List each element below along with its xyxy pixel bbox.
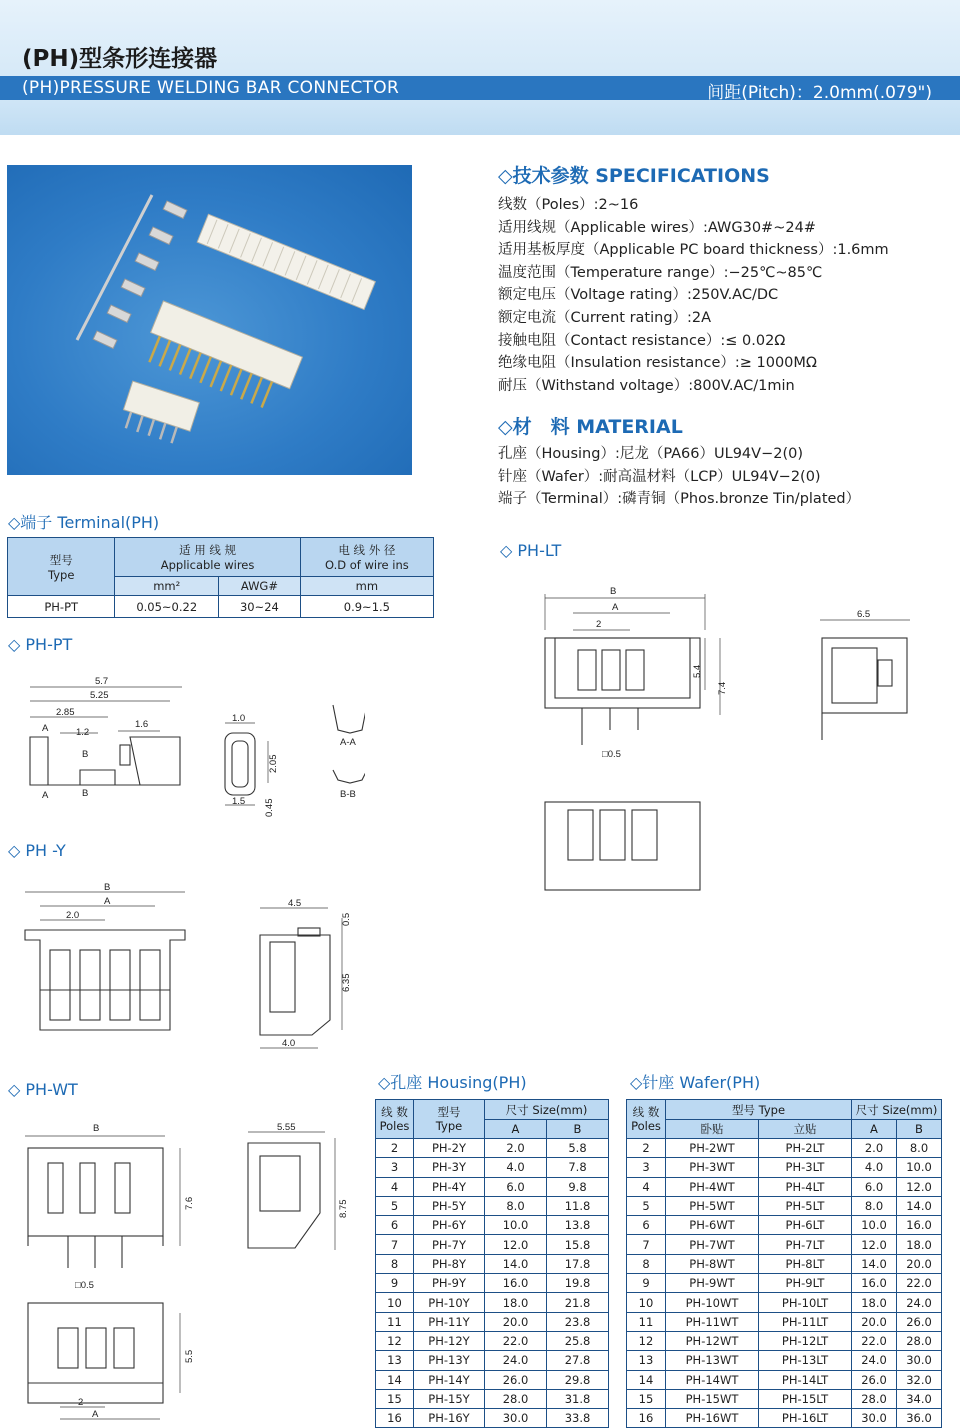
- terminal-table: [7, 537, 434, 618]
- wafer-cell-lt: PH-14LT: [759, 1370, 852, 1389]
- wafer-row: [627, 1331, 942, 1350]
- housing-row: [376, 1293, 609, 1312]
- housing-cell-type: PH-7Y: [414, 1235, 485, 1254]
- wt-dim-a: A: [92, 1409, 99, 1420]
- terminal-cell-type: PH-PT: [8, 596, 115, 618]
- wafer-cell-b: 24.0: [896, 1293, 941, 1312]
- housing-cell-b: 5.8: [546, 1139, 608, 1158]
- wafer-cell-wt: PH-15WT: [666, 1389, 759, 1408]
- wafer-cell-lt: PH-6LT: [759, 1216, 852, 1235]
- housing-cell-poles: 2: [376, 1139, 414, 1158]
- lt-dim-54: 5.4: [692, 664, 703, 678]
- page-subtitle: (PH)PRESSURE WELDING BAR CONNECTOR: [22, 78, 400, 98]
- wafer-cell-lt: PH-3LT: [759, 1158, 852, 1177]
- housing-cell-poles: 5: [376, 1196, 414, 1215]
- wafer-cell-poles: 8: [627, 1254, 666, 1273]
- housing-cell-type: PH-8Y: [414, 1254, 485, 1273]
- wafer-h-lt: 立贴: [759, 1120, 852, 1139]
- housing-h-b: B: [546, 1120, 608, 1139]
- housing-cell-a: 14.0: [485, 1254, 547, 1273]
- housing-row: [376, 1409, 609, 1428]
- spec-insulation: 绝缘电阻（Insulation resistance）:≥ 1000MΩ: [498, 355, 817, 371]
- housing-cell-poles: 16: [376, 1409, 414, 1428]
- wt-dim-555: 5.55: [277, 1122, 296, 1133]
- housing-h-size: 尺寸 Size(mm): [485, 1100, 609, 1120]
- housing-row: [376, 1235, 609, 1254]
- housing-cell-b: 21.8: [546, 1293, 608, 1312]
- housing-cell-b: 25.8: [546, 1331, 608, 1350]
- wafer-cell-poles: 11: [627, 1312, 666, 1331]
- wafer-cell-a: 2.0: [852, 1139, 897, 1158]
- wafer-table: [626, 1099, 942, 1428]
- housing-cell-b: 7.8: [546, 1158, 608, 1177]
- housing-row: [376, 1370, 609, 1389]
- housing-row: [376, 1196, 609, 1215]
- housing-cell-a: 16.0: [485, 1274, 547, 1293]
- specs-heading: ◇技术参数 SPECIFICATIONS: [498, 165, 770, 187]
- housing-cell-poles: 12: [376, 1331, 414, 1350]
- wafer-cell-lt: PH-4LT: [759, 1177, 852, 1196]
- wafer-cell-poles: 6: [627, 1216, 666, 1235]
- terminal-od-header: 电 线 外 径 O.D of wire ins: [300, 538, 433, 577]
- wafer-cell-poles: 16: [627, 1409, 666, 1428]
- ph-wt-drawing: [20, 1118, 365, 1423]
- spec-wires: 适用线规（Applicable wires）:AWG30#~24#: [498, 220, 816, 236]
- housing-cell-b: 15.8: [546, 1235, 608, 1254]
- terminal-unit-mm2: mm²: [115, 577, 219, 596]
- housing-cell-poles: 7: [376, 1235, 414, 1254]
- wt-dim-b: B: [93, 1123, 100, 1134]
- y-dim-20: 2.0: [66, 910, 80, 921]
- y-dim-b: B: [104, 882, 111, 893]
- terminal-cell-awg: 30~24: [219, 596, 301, 618]
- housing-cell-a: 6.0: [485, 1177, 547, 1196]
- housing-row: [376, 1312, 609, 1331]
- wafer-cell-a: 12.0: [852, 1235, 897, 1254]
- housing-cell-b: 23.8: [546, 1312, 608, 1331]
- wafer-cell-poles: 10: [627, 1293, 666, 1312]
- housing-cell-type: PH-3Y: [414, 1158, 485, 1177]
- wafer-row: [627, 1389, 942, 1408]
- housing-h-poles: 线 数 Poles: [376, 1100, 414, 1139]
- wafer-cell-lt: PH-13LT: [759, 1351, 852, 1370]
- terminal-wires-header: 适 用 线 规 Applicable wires: [115, 538, 300, 577]
- housing-cell-poles: 14: [376, 1370, 414, 1389]
- wafer-cell-lt: PH-7LT: [759, 1235, 852, 1254]
- lt-dim-2: 2: [596, 619, 602, 630]
- y-dim-635: 6.35: [341, 973, 352, 992]
- wafer-row: [627, 1409, 942, 1428]
- material-heading: ◇材 料 MATERIAL: [498, 416, 683, 438]
- wafer-cell-poles: 14: [627, 1370, 666, 1389]
- wafer-cell-poles: 13: [627, 1351, 666, 1370]
- wafer-row: [627, 1177, 942, 1196]
- terminal-unit-awg: AWG#: [219, 577, 301, 596]
- pt-label-b2: B: [82, 788, 89, 799]
- wafer-cell-b: 16.0: [896, 1216, 941, 1235]
- terminal-unit-mm: mm: [300, 577, 433, 596]
- wafer-cell-a: 10.0: [852, 1216, 897, 1235]
- wafer-cell-wt: PH-14WT: [666, 1370, 759, 1389]
- wafer-cell-poles: 2: [627, 1139, 666, 1158]
- housing-row: [376, 1177, 609, 1196]
- lt-dim-74: 7.4: [717, 681, 728, 695]
- lt-dim-b: B: [610, 586, 617, 597]
- pt-section-bb: B-B: [340, 789, 356, 800]
- product-photo-illustration: [7, 165, 412, 475]
- wafer-cell-lt: PH-9LT: [759, 1274, 852, 1293]
- housing-cell-a: 2.0: [485, 1139, 547, 1158]
- pitch-label: 间距(Pitch)：2.0mm(.079"): [707, 83, 932, 103]
- housing-cell-b: 27.8: [546, 1351, 608, 1370]
- wafer-cell-b: 32.0: [896, 1370, 941, 1389]
- housing-cell-a: 28.0: [485, 1389, 547, 1408]
- wt-dim-55: 5.5: [184, 1349, 195, 1363]
- housing-cell-a: 12.0: [485, 1235, 547, 1254]
- housing-cell-poles: 13: [376, 1351, 414, 1370]
- housing-cell-poles: 15: [376, 1389, 414, 1408]
- terminal-cell-mm2: 0.05~0.22: [115, 596, 219, 618]
- housing-cell-type: PH-14Y: [414, 1370, 485, 1389]
- housing-cell-poles: 9: [376, 1274, 414, 1293]
- wafer-cell-wt: PH-5WT: [666, 1196, 759, 1215]
- housing-row: [376, 1139, 609, 1158]
- housing-cell-a: 24.0: [485, 1351, 547, 1370]
- wafer-h-type: 型号 Type: [666, 1100, 852, 1120]
- wafer-row: [627, 1254, 942, 1273]
- wafer-cell-a: 8.0: [852, 1196, 897, 1215]
- spec-contact: 接触电阻（Contact resistance）:≤ 0.02Ω: [498, 333, 786, 349]
- wafer-cell-poles: 5: [627, 1196, 666, 1215]
- pt-dim-525: 5.25: [90, 690, 109, 701]
- wt-dim-2: 2: [78, 1397, 84, 1408]
- wafer-cell-wt: PH-8WT: [666, 1254, 759, 1273]
- wafer-cell-b: 12.0: [896, 1177, 941, 1196]
- wafer-row: [627, 1274, 942, 1293]
- wafer-cell-a: 14.0: [852, 1254, 897, 1273]
- ph-lt-label: ◇ PH-LT: [500, 541, 562, 560]
- wafer-row: [627, 1351, 942, 1370]
- ph-y-label: ◇ PH -Y: [8, 841, 66, 860]
- wafer-cell-wt: PH-13WT: [666, 1351, 759, 1370]
- housing-cell-b: 31.8: [546, 1389, 608, 1408]
- spec-poles: 线数（Poles）:2~16: [498, 197, 639, 213]
- y-dim-a: A: [104, 896, 111, 907]
- wafer-cell-lt: PH-11LT: [759, 1312, 852, 1331]
- housing-row: [376, 1389, 609, 1408]
- wafer-cell-poles: 3: [627, 1158, 666, 1177]
- pt-dim-10: 1.0: [232, 713, 246, 724]
- housing-cell-a: 30.0: [485, 1409, 547, 1428]
- pt-dim-15: 1.5: [232, 796, 246, 807]
- terminal-heading: ◇端子 Terminal(PH): [8, 513, 160, 532]
- wafer-cell-wt: PH-12WT: [666, 1331, 759, 1350]
- pt-dim-205: 2.05: [268, 754, 279, 773]
- pt-dim-16: 1.6: [135, 719, 149, 730]
- wafer-cell-b: 8.0: [896, 1139, 941, 1158]
- wafer-cell-wt: PH-4WT: [666, 1177, 759, 1196]
- housing-cell-a: 4.0: [485, 1158, 547, 1177]
- y-dim-40: 4.0: [282, 1038, 296, 1049]
- y-dim-45: 4.5: [288, 898, 302, 909]
- wafer-cell-wt: PH-6WT: [666, 1216, 759, 1235]
- wafer-cell-poles: 7: [627, 1235, 666, 1254]
- housing-cell-b: 33.8: [546, 1409, 608, 1428]
- wt-dim-875: 8.75: [338, 1199, 349, 1218]
- ph-lt-drawing: [530, 580, 730, 900]
- wafer-h-a: A: [852, 1120, 897, 1139]
- wafer-cell-lt: PH-12LT: [759, 1331, 852, 1350]
- ph-y-drawing: [20, 880, 365, 1060]
- wafer-cell-wt: PH-11WT: [666, 1312, 759, 1331]
- lt-dim-a: A: [612, 602, 619, 613]
- housing-cell-a: 10.0: [485, 1216, 547, 1235]
- housing-cell-type: PH-11Y: [414, 1312, 485, 1331]
- housing-cell-b: 19.8: [546, 1274, 608, 1293]
- housing-cell-b: 11.8: [546, 1196, 608, 1215]
- pt-dim-285: 2.85: [56, 707, 75, 718]
- wafer-row: [627, 1158, 942, 1177]
- wafer-cell-a: 24.0: [852, 1351, 897, 1370]
- lt-dim-65: 6.5: [857, 609, 871, 620]
- wafer-cell-wt: PH-16WT: [666, 1409, 759, 1428]
- spec-temp: 温度范围（Temperature range）:−25℃~85℃: [498, 265, 823, 281]
- spec-withstand: 耐压（Withstand voltage）:800V.AC/1min: [498, 378, 795, 394]
- wafer-cell-wt: PH-7WT: [666, 1235, 759, 1254]
- material-terminal: 端子（Terminal）:磷青铜（Phos.bronze Tin/plated）: [498, 491, 861, 507]
- housing-cell-type: PH-6Y: [414, 1216, 485, 1235]
- wafer-row: [627, 1312, 942, 1331]
- wafer-cell-b: 34.0: [896, 1389, 941, 1408]
- wafer-cell-a: 4.0: [852, 1158, 897, 1177]
- wafer-cell-wt: PH-9WT: [666, 1274, 759, 1293]
- pt-section-aa: A-A: [340, 737, 356, 748]
- wafer-cell-wt: PH-3WT: [666, 1158, 759, 1177]
- terminal-cell-od: 0.9~1.5: [300, 596, 433, 618]
- housing-cell-b: 17.8: [546, 1254, 608, 1273]
- housing-row: [376, 1216, 609, 1235]
- wafer-row: [627, 1216, 942, 1235]
- housing-cell-type: PH-5Y: [414, 1196, 485, 1215]
- wafer-cell-a: 20.0: [852, 1312, 897, 1331]
- housing-table: [375, 1099, 609, 1428]
- wafer-cell-poles: 15: [627, 1389, 666, 1408]
- wafer-cell-b: 14.0: [896, 1196, 941, 1215]
- pt-label-a: A: [42, 723, 49, 734]
- housing-cell-type: PH-2Y: [414, 1139, 485, 1158]
- wafer-cell-poles: 9: [627, 1274, 666, 1293]
- wafer-cell-b: 18.0: [896, 1235, 941, 1254]
- lt-dim-05: □0.5: [602, 749, 621, 760]
- wafer-cell-b: 28.0: [896, 1331, 941, 1350]
- housing-cell-poles: 8: [376, 1254, 414, 1273]
- wafer-cell-lt: PH-5LT: [759, 1196, 852, 1215]
- housing-cell-type: PH-15Y: [414, 1389, 485, 1408]
- ph-wt-label: ◇ PH-WT: [8, 1080, 78, 1099]
- wt-dim-05: □0.5: [75, 1280, 94, 1291]
- housing-cell-b: 29.8: [546, 1370, 608, 1389]
- ph-pt-drawing: [20, 675, 365, 825]
- wafer-cell-a: 30.0: [852, 1409, 897, 1428]
- wafer-heading: ◇针座 Wafer(PH): [630, 1073, 761, 1092]
- wafer-row: [627, 1235, 942, 1254]
- wafer-cell-b: 10.0: [896, 1158, 941, 1177]
- housing-cell-a: 18.0: [485, 1293, 547, 1312]
- housing-cell-poles: 11: [376, 1312, 414, 1331]
- material-wafer: 针座（Wafer）:耐高温材料（LCP）UL94V−2(0): [498, 469, 821, 485]
- wafer-h-size: 尺寸 Size(mm): [852, 1100, 942, 1120]
- pt-dim-12: 1.2: [76, 727, 90, 738]
- housing-cell-poles: 10: [376, 1293, 414, 1312]
- y-dim-05: 0.5: [341, 912, 352, 926]
- wafer-h-wt: 卧贴: [666, 1120, 759, 1139]
- wafer-cell-a: 28.0: [852, 1389, 897, 1408]
- wafer-h-poles: 线 数 Poles: [627, 1100, 666, 1139]
- wafer-cell-a: 16.0: [852, 1274, 897, 1293]
- pt-dim-045: 0.45: [264, 798, 275, 817]
- wafer-cell-a: 22.0: [852, 1331, 897, 1350]
- housing-cell-type: PH-9Y: [414, 1274, 485, 1293]
- wafer-cell-wt: PH-10WT: [666, 1293, 759, 1312]
- wafer-row: [627, 1196, 942, 1215]
- pt-dim-57: 5.7: [95, 676, 109, 687]
- housing-cell-type: PH-16Y: [414, 1409, 485, 1428]
- housing-row: [376, 1254, 609, 1273]
- housing-row: [376, 1331, 609, 1350]
- housing-h-type: 型号 Type: [414, 1100, 485, 1139]
- wafer-cell-b: 20.0: [896, 1254, 941, 1273]
- wafer-row: [627, 1370, 942, 1389]
- wafer-cell-poles: 4: [627, 1177, 666, 1196]
- pt-label-b: B: [82, 749, 89, 760]
- wafer-row: [627, 1293, 942, 1312]
- wt-dim-76: 7.6: [184, 1196, 195, 1210]
- housing-cell-a: 8.0: [485, 1196, 547, 1215]
- housing-cell-type: PH-10Y: [414, 1293, 485, 1312]
- housing-row: [376, 1158, 609, 1177]
- ph-pt-label: ◇ PH-PT: [8, 635, 73, 654]
- wafer-cell-lt: PH-8LT: [759, 1254, 852, 1273]
- ph-lt-side-drawing: [810, 600, 920, 750]
- wafer-cell-b: 36.0: [896, 1409, 941, 1428]
- housing-cell-poles: 3: [376, 1158, 414, 1177]
- wafer-cell-b: 22.0: [896, 1274, 941, 1293]
- spec-voltage: 额定电压（Voltage rating）:250V.AC/DC: [498, 287, 779, 303]
- housing-h-a: A: [485, 1120, 547, 1139]
- product-photo: [7, 165, 412, 475]
- housing-cell-poles: 6: [376, 1216, 414, 1235]
- spec-board: 适用基板厚度（Applicable PC board thickness）:1.6mm: [498, 242, 889, 258]
- housing-cell-b: 9.8: [546, 1177, 608, 1196]
- wafer-cell-a: 26.0: [852, 1370, 897, 1389]
- housing-cell-a: 20.0: [485, 1312, 547, 1331]
- wafer-cell-a: 18.0: [852, 1293, 897, 1312]
- page-title: (PH)型条形连接器: [22, 46, 218, 72]
- housing-cell-b: 13.8: [546, 1216, 608, 1235]
- housing-cell-a: 26.0: [485, 1370, 547, 1389]
- wafer-cell-a: 6.0: [852, 1177, 897, 1196]
- terminal-type-header: 型号 Type: [8, 538, 115, 596]
- housing-heading: ◇孔座 Housing(PH): [378, 1073, 527, 1092]
- wafer-row: [627, 1139, 942, 1158]
- wafer-cell-poles: 12: [627, 1331, 666, 1350]
- pt-label-a2: A: [42, 790, 49, 801]
- housing-cell-type: PH-12Y: [414, 1331, 485, 1350]
- wafer-cell-b: 30.0: [896, 1351, 941, 1370]
- wafer-cell-b: 26.0: [896, 1312, 941, 1331]
- wafer-cell-lt: PH-15LT: [759, 1389, 852, 1408]
- housing-row: [376, 1351, 609, 1370]
- housing-row: [376, 1274, 609, 1293]
- wafer-cell-lt: PH-10LT: [759, 1293, 852, 1312]
- housing-cell-poles: 4: [376, 1177, 414, 1196]
- wafer-cell-wt: PH-2WT: [666, 1139, 759, 1158]
- material-housing: 孔座（Housing）:尼龙（PA66）UL94V−2(0): [498, 446, 803, 462]
- wafer-cell-lt: PH-16LT: [759, 1409, 852, 1428]
- housing-cell-type: PH-4Y: [414, 1177, 485, 1196]
- spec-current: 额定电流（Current rating）:2A: [498, 310, 712, 326]
- housing-cell-type: PH-13Y: [414, 1351, 485, 1370]
- wafer-h-b: B: [896, 1120, 941, 1139]
- wafer-cell-lt: PH-2LT: [759, 1139, 852, 1158]
- housing-cell-a: 22.0: [485, 1331, 547, 1350]
